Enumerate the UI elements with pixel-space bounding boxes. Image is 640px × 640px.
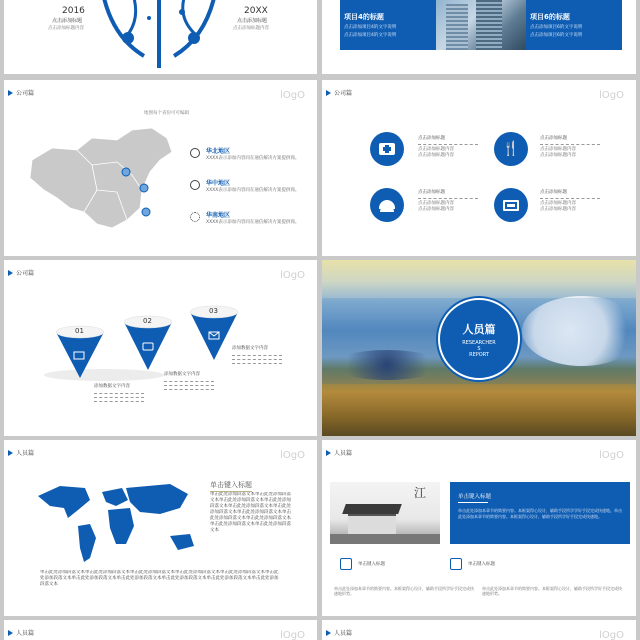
slide-header	[326, 88, 352, 97]
region-item[interactable]	[190, 210, 315, 242]
icon-text-3: 点击添加标题 点击添加标题内容 点击添加标题内容	[418, 190, 478, 213]
header-label: 人员篇	[16, 630, 35, 637]
restaurant-icon: 🍴	[494, 132, 528, 166]
project-left-line2: 点击添加项目4的文字说明	[344, 33, 397, 38]
header-label: 人员篇	[334, 630, 353, 637]
region-name: 华南地区	[206, 212, 231, 219]
china-map	[22, 120, 182, 240]
slide-timeline[interactable]	[4, 0, 317, 74]
logo-text: lOgO	[280, 630, 305, 640]
step-num-1: 01	[75, 327, 84, 335]
blue-panel	[450, 482, 630, 544]
year-left: 2016	[62, 6, 85, 16]
service-bell-icon	[370, 188, 404, 222]
calligraphy-char: 江	[414, 486, 427, 500]
header-triangle-icon	[8, 630, 13, 636]
section-sub1: RESEARCHER	[462, 339, 496, 346]
logo-text: lOgO	[280, 90, 305, 101]
slide-icons[interactable]	[322, 80, 636, 256]
project-right-line1: 点击添加项目6的文字说明	[530, 25, 583, 30]
location-pin-icon	[190, 148, 200, 158]
building-photo	[436, 0, 526, 50]
project-left-line1: 点击添加项目4的文字说明	[344, 25, 397, 30]
bottom-right-text: 单击此处添加本章节的简要内容。本框架得心设计，辅助手段所学好手段完成快速地形势。	[482, 586, 622, 596]
section-sub3: REPORT	[469, 351, 489, 358]
header-triangle-icon	[8, 90, 13, 96]
slide-header	[8, 628, 34, 637]
item-2-label: 单击键入标题	[468, 562, 495, 567]
logo-text: lOgO	[599, 630, 624, 640]
edit-icon	[340, 558, 352, 570]
slide-content-panel[interactable]	[322, 440, 636, 616]
map-paragraph: 单击此处添加段落文本单击此处添加段落文本单击此处添加段落文本单击此处添加段落文本单击此处添加段落文本单击此处添加段落文本单击此处添加段落文本单击此处添加段落文本单击此处添加段落文本单击此处添加段落文本单击此处添加段落文本	[210, 492, 291, 533]
slide-header	[326, 628, 352, 637]
header-triangle-icon	[326, 630, 331, 636]
item-1[interactable]	[340, 558, 385, 570]
step-text-2: 添加数据文字内容	[164, 372, 214, 390]
slide-partial-left[interactable]	[4, 620, 317, 640]
step-num-3: 03	[209, 307, 218, 315]
map-title: 单击键入标题	[210, 480, 252, 492]
region-desc: XXXX表示添加内容同在通信解决方案提供商。	[206, 220, 300, 225]
header-triangle-icon	[326, 90, 331, 96]
item-2[interactable]	[450, 558, 495, 570]
year-right: 20XX	[244, 6, 268, 16]
logo-text: lOgO	[280, 450, 305, 461]
tree-graphic	[4, 0, 317, 74]
slide-section-cover[interactable]	[322, 260, 636, 436]
header-triangle-icon	[8, 450, 13, 456]
project-left-title: 项目4的标题	[344, 13, 384, 21]
sub-left: 点击添加标题内容	[48, 26, 84, 31]
item-1-label: 单击键入标题	[358, 562, 385, 567]
step-num-2: 02	[143, 317, 152, 325]
logo-text: lOgO	[599, 90, 624, 101]
panel-text: 单击此处添加本章节的简要内容。本框架得心设计，辅助手段所学学好手段完成快速地。单击此处添加本章节的简要内容。本框架得心设计，辅助手段所学好手段完成快速地。	[458, 508, 622, 519]
slide-header	[326, 448, 352, 457]
project-left-box	[340, 0, 436, 50]
search-icon	[190, 180, 200, 190]
sub-right: 点击添加标题内容	[233, 26, 269, 31]
slide-china-map[interactable]	[4, 80, 317, 256]
region-list	[190, 146, 315, 242]
section-badge	[438, 298, 520, 380]
icon-text-1: 点击添加标题 点击添加标题内容 点击添加标题内容	[418, 136, 478, 159]
label-right: 点击添加标题	[237, 18, 268, 24]
project-right-box	[526, 0, 622, 50]
icon-text-2: 点击添加标题 点击添加标题内容 点击添加标题内容	[540, 136, 600, 159]
header-label: 人员篇	[16, 450, 35, 457]
slide-header	[8, 448, 34, 457]
slide-partial-right[interactable]	[322, 620, 636, 640]
region-item[interactable]	[190, 146, 315, 178]
monitor-icon	[494, 188, 528, 222]
bottom-paragraph: 单击此处添加段落文本单击此处添加段落文本单击此处添加段落文本单击此处添加段落文本单击此处添加段落文本单击此处添加段落文本单击此处添加段落文本单击此处添加段落文本单击此处添加段落文本单击此处添加段落文本单击此处添加段落文本	[40, 570, 279, 587]
slide-projects[interactable]	[322, 0, 636, 74]
header-label: 公司篇	[16, 90, 35, 97]
region-desc: XXXX表示添加内容同在通信解决方案提供商。	[206, 188, 300, 193]
slide-world-map[interactable]	[4, 440, 317, 616]
panel-title: 单击键入标题	[458, 494, 492, 500]
region-name: 华北地区	[206, 148, 231, 155]
section-sub2: S	[477, 345, 481, 352]
step-text-3: 添加数据文字内容	[232, 346, 282, 364]
icon-text-4: 点击添加标题 点击添加标题内容 点击添加标题内容	[540, 190, 600, 213]
region-item[interactable]	[190, 178, 315, 210]
step-text-1: 添加数据文字内容	[94, 384, 144, 402]
slide-steps[interactable]	[4, 260, 317, 436]
logo-text: lOgO	[599, 450, 624, 461]
gear-icon	[190, 212, 200, 222]
project-right-title: 项目6的标题	[530, 13, 570, 21]
section-title: 人员篇	[462, 322, 496, 336]
region-name: 华中地区	[206, 180, 231, 187]
header-triangle-icon	[326, 450, 331, 456]
slide-header	[8, 88, 34, 97]
label-left: 点击添加标题	[52, 18, 83, 24]
header-label: 公司篇	[334, 90, 353, 97]
header-label: 公司篇	[16, 270, 35, 277]
edit-icon	[450, 558, 462, 570]
region-desc: XXXX表示添加内容同在通信解决方案提供商。	[206, 156, 300, 161]
world-map	[30, 478, 200, 568]
bottom-left-text: 单击此处添加本章节的简要内容。本框架得心设计，辅助手段所学好手段完成快速地形势。	[334, 586, 474, 596]
medical-kit-icon	[370, 132, 404, 166]
map-caption: 地图每个省份可可编辑	[144, 111, 189, 116]
logo-text: lOgO	[280, 270, 305, 281]
project-right-line2: 点击添加项目6的文字说明	[530, 33, 583, 38]
header-label: 人员篇	[334, 450, 353, 457]
